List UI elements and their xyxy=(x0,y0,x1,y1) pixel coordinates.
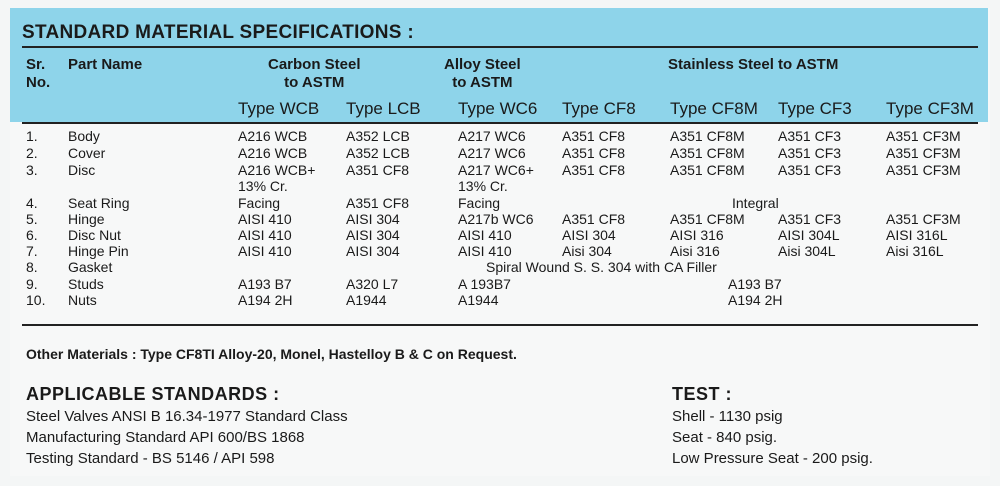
table-bottom-rule xyxy=(22,324,978,326)
cell: A351 CF8 xyxy=(562,162,626,178)
test-line: Low Pressure Seat - 200 psig. xyxy=(672,450,873,467)
span-cell: A193 B7 xyxy=(728,276,782,292)
cell: A351 CF3M xyxy=(886,145,961,161)
cell: AISI 410 xyxy=(458,227,512,243)
test-line: Seat - 840 psig. xyxy=(672,429,778,446)
part-name: Nuts xyxy=(68,292,97,308)
cell: Aisi 304 xyxy=(562,243,612,259)
type-col-5: Type CF8M xyxy=(670,99,758,118)
cell: AISI 410 xyxy=(458,243,512,259)
part-name: Hinge Pin xyxy=(68,243,129,259)
cell: Facing xyxy=(238,195,281,211)
cell: A216 WCB xyxy=(238,128,308,144)
cell: Aisi 316 xyxy=(670,243,720,259)
type-col-6: Type CF3 xyxy=(778,99,852,118)
cell: A320 L7 xyxy=(346,276,399,292)
table-top-rule xyxy=(22,122,978,124)
page-title: STANDARD MATERIAL SPECIFICATIONS : xyxy=(22,22,414,43)
cell: AISI 410 xyxy=(238,227,292,243)
cell: A1944 xyxy=(346,292,387,308)
row-number: 3. xyxy=(26,162,38,178)
span-cell: Integral xyxy=(732,195,779,211)
header-sr-no: Sr. No. xyxy=(26,56,51,91)
part-name: Gasket xyxy=(68,259,113,275)
cell: AISI 304L xyxy=(778,227,840,243)
cell: A193 B7 xyxy=(238,276,292,292)
other-materials-note: Other Materials : Type CF8TI Alloy-20, Monel, Hastelloy B & C on Request. xyxy=(26,346,517,362)
cell: A217b WC6 xyxy=(458,211,534,227)
cell: A351 CF8M xyxy=(670,211,745,227)
row-number: 2. xyxy=(26,145,38,161)
part-name: Hinge xyxy=(68,211,105,227)
cell: AISI 304 xyxy=(562,227,616,243)
row-number: 1. xyxy=(26,128,38,144)
type-col-2: Type LCB xyxy=(346,99,421,118)
cell: A216 WCB+ xyxy=(238,162,316,178)
cell: AISI 304 xyxy=(346,227,400,243)
part-name: Body xyxy=(68,128,100,144)
span-cell: A194 2H xyxy=(728,292,783,308)
title-rule xyxy=(22,46,978,48)
cell: AISI 316 xyxy=(670,227,724,243)
header-stainless-steel: Stainless Steel to ASTM xyxy=(668,56,839,73)
cell: A1944 xyxy=(458,292,499,308)
type-col-3: Type WC6 xyxy=(458,99,538,118)
standards-heading: APPLICABLE STANDARDS : xyxy=(26,384,280,404)
cell: A351 CF8 xyxy=(562,145,626,161)
header-alloy-steel: Alloy Steel to ASTM xyxy=(444,56,521,91)
cell: A351 CF8 xyxy=(562,211,626,227)
test-line: Shell - 1130 psig xyxy=(672,408,783,425)
header-part-name: Part Name xyxy=(68,56,143,73)
cell: Aisi 304L xyxy=(778,243,836,259)
cell: A351 CF8 xyxy=(346,195,410,211)
cell: AISI 304 xyxy=(346,211,400,227)
cell: A351 CF3 xyxy=(778,128,842,144)
cell: A351 CF3 xyxy=(778,162,842,178)
part-name: Cover xyxy=(68,145,106,161)
cell: AISI 304 xyxy=(346,243,400,259)
part-name: Studs xyxy=(68,276,104,292)
cell: AISI 410 xyxy=(238,211,292,227)
standard-line: Steel Valves ANSI B 16.34-1977 Standard Class xyxy=(26,408,348,425)
cell: A351 CF8M xyxy=(670,145,745,161)
standard-line: Manufacturing Standard API 600/BS 1868 xyxy=(26,429,305,446)
cell: Aisi 316L xyxy=(886,243,944,259)
row-number: 8. xyxy=(26,259,38,275)
cell: A216 WCB xyxy=(238,145,308,161)
cell: A352 LCB xyxy=(346,128,410,144)
cell: A194 2H xyxy=(238,292,293,308)
standard-line: Testing Standard - BS 5146 / API 598 xyxy=(26,450,275,467)
cell: A 193B7 xyxy=(458,276,511,292)
cell: A351 CF8 xyxy=(346,162,410,178)
row-number: 5. xyxy=(26,211,38,227)
cell-continuation: 13% Cr. xyxy=(238,178,288,194)
cell: A351 CF3 xyxy=(778,145,842,161)
cell: A217 WC6 xyxy=(458,145,526,161)
cell: A351 CF8 xyxy=(562,128,626,144)
cell: A351 CF3 xyxy=(778,211,842,227)
cell: A351 CF8M xyxy=(670,162,745,178)
cell: Facing xyxy=(458,195,501,211)
cell: AISI 410 xyxy=(238,243,292,259)
row-number: 6. xyxy=(26,227,38,243)
cell: AISI 316L xyxy=(886,227,948,243)
cell: A217 WC6 xyxy=(458,128,526,144)
cell: A351 CF8M xyxy=(670,128,745,144)
cell: A351 CF3M xyxy=(886,162,961,178)
row-number: 4. xyxy=(26,195,38,211)
type-col-4: Type CF8 xyxy=(562,99,636,118)
part-name: Seat Ring xyxy=(68,195,130,211)
type-col-7: Type CF3M xyxy=(886,99,974,118)
type-col-1: Type WCB xyxy=(238,99,320,118)
part-name: Disc Nut xyxy=(68,227,121,243)
cell: A352 LCB xyxy=(346,145,410,161)
cell: A217 WC6+ xyxy=(458,162,534,178)
row-number: 7. xyxy=(26,243,38,259)
cell: A351 CF3M xyxy=(886,128,961,144)
row-number: 9. xyxy=(26,276,38,292)
part-name: Disc xyxy=(68,162,96,178)
test-heading: TEST : xyxy=(672,384,732,404)
header-carbon-steel: Carbon Steel to ASTM xyxy=(268,56,361,91)
span-cell: Spiral Wound S. S. 304 with CA Filler xyxy=(486,259,717,275)
cell-continuation: 13% Cr. xyxy=(458,178,508,194)
row-number: 10. xyxy=(26,292,46,308)
cell: A351 CF3M xyxy=(886,211,961,227)
